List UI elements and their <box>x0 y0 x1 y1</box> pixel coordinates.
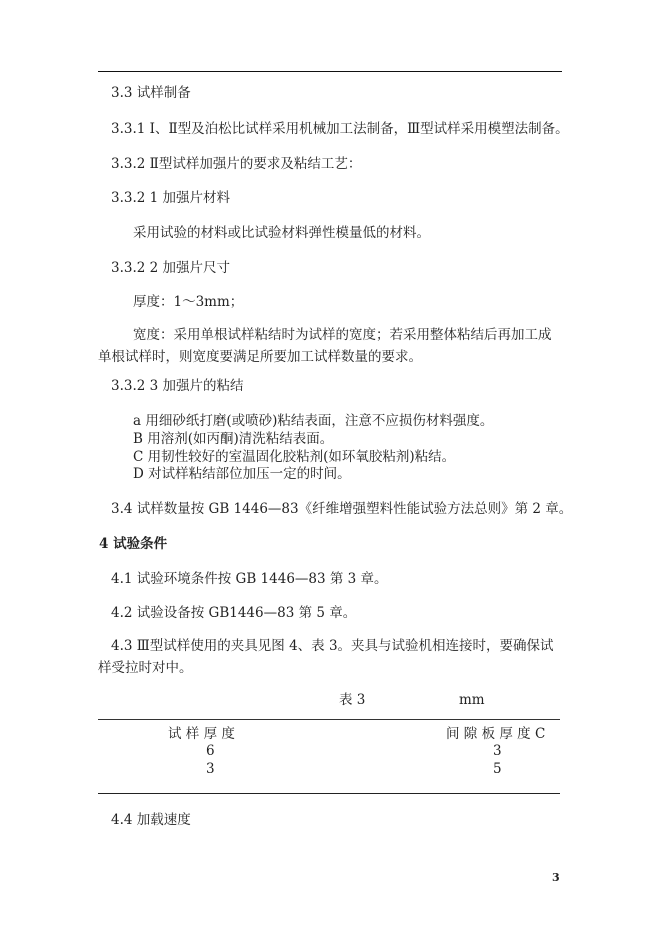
width-paragraph: 宽度：采用单根试样粘结时为试样的宽度；若采用整体粘结后再加工成单根试样时，则宽度要满足所要加工试样数量的要求。 <box>98 327 552 365</box>
step-b: B 用溶剂(如丙酮)清洗粘结表面。 <box>133 431 334 447</box>
section-3-3-1: 3.3.1 Ⅰ、Ⅱ型及泊松比试样采用机械加工法制备，Ⅲ型试样采用模塑法制备。 <box>111 121 569 137</box>
table-bottom-rule <box>98 793 560 794</box>
table-cell: 3 <box>493 743 502 759</box>
table-header-gap-plate: 间 隙 板 厚 度 C <box>446 726 546 742</box>
section-4-4: 4.4 加载速度 <box>111 812 191 828</box>
section-4-1: 4.1 试验环境条件按 GB 1446—83 第 3 章。 <box>111 571 388 587</box>
material-text: 采用试验的材料或比试验材料弹性模量低的材料。 <box>133 225 430 241</box>
section-4-heading: 4 试验条件 <box>99 536 168 552</box>
thickness-text: 厚度：1～3mm； <box>133 294 244 310</box>
section-3-3-2-1: 3.3.2 1 加强片材料 <box>111 190 231 206</box>
table-cell: 6 <box>206 743 215 759</box>
step-c: C 用韧性较好的室温固化胶粘剂(如环氧胶粘剂)粘结。 <box>133 449 456 465</box>
section-3-3-heading: 3.3 试样制备 <box>111 85 191 101</box>
table-top-rule <box>98 719 560 720</box>
table-cell: 3 <box>206 761 215 777</box>
section-3-4: 3.4 试样数量按 GB 1446—83《纤维增强塑料性能试验方法总则》第 2 章。 <box>111 501 573 517</box>
table-cell: 5 <box>493 761 502 777</box>
header-rule <box>98 71 562 72</box>
section-3-3-2: 3.3.2 Ⅱ型试样加强片的要求及粘结工艺： <box>111 156 362 172</box>
step-a: a 用细砂纸打磨(或喷砂)粘结表面，注意不应损伤材料强度。 <box>133 413 494 429</box>
section-3-3-2-3: 3.3.2 3 加强片的粘结 <box>111 378 244 394</box>
table-caption: 表 3 <box>339 692 366 708</box>
section-4-3: 4.3 Ⅲ型试样使用的夹具见图 4、表 3。夹具与试验机相连接时，要确保试样受拉时对中。 <box>98 638 554 676</box>
table-header-thickness: 试 样 厚 度 <box>168 726 235 742</box>
section-4-2: 4.2 试验设备按 GB1446—83 第 5 章。 <box>111 605 357 621</box>
table-unit: mm <box>459 692 485 708</box>
step-d: D 对试样粘结部位加压一定的时间。 <box>133 466 351 482</box>
section-3-3-2-2: 3.3.2 2 加强片尺寸 <box>111 260 231 276</box>
page-number: 3 <box>552 871 560 884</box>
